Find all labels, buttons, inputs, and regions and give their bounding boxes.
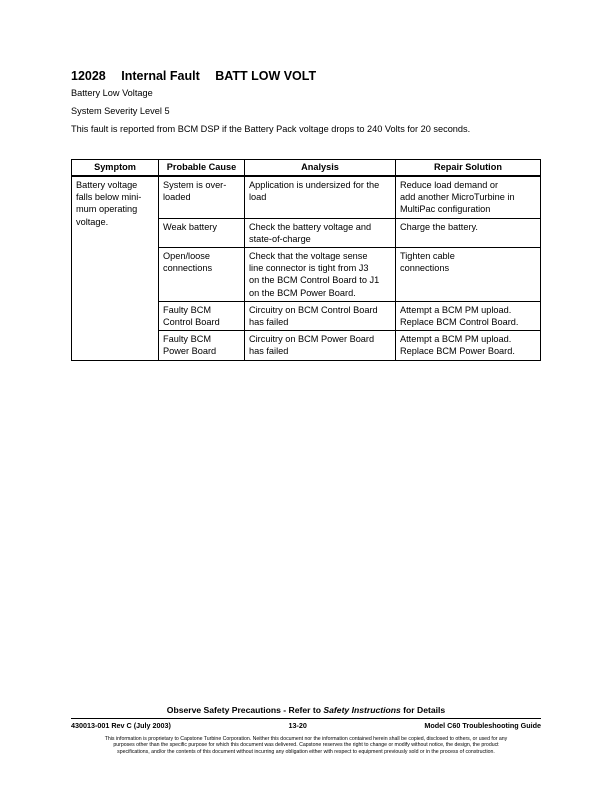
disclaimer-line: purposes other than the specific purpose for which this document was delivered. Capstone reserves the right to change or modify without notice, the design, the product bbox=[113, 742, 499, 749]
fault-severity: System Severity Level 5 bbox=[71, 106, 170, 116]
header-probable-cause: Probable Cause bbox=[159, 160, 245, 177]
header-repair-solution: Repair Solution bbox=[396, 160, 541, 177]
symptom-cell-line: Battery voltage bbox=[76, 180, 138, 190]
analysis-cell bbox=[245, 331, 396, 360]
solution-cell bbox=[396, 248, 541, 302]
solution-cell-line: MultiPac configuration bbox=[400, 204, 491, 215]
fault-description: This fault is reported from BCM DSP if the Battery Pack voltage drops to 240 Volts for 20 seconds. bbox=[71, 124, 471, 134]
analysis-cell-line: has failed bbox=[249, 346, 289, 357]
safety-notice bbox=[0, 705, 612, 715]
cause-cell-line: connections bbox=[163, 263, 213, 274]
analysis-cell-line: Check that the voltage sense bbox=[249, 251, 368, 262]
cause-cell bbox=[159, 301, 245, 330]
solution-cell-line: Replace BCM Control Board. bbox=[400, 317, 519, 328]
fault-heading bbox=[71, 69, 328, 83]
analysis-cell-line: on the BCM Power Board. bbox=[249, 287, 356, 298]
page-number: 13-20 bbox=[288, 721, 307, 730]
solution-cell-line: Attempt a BCM PM upload. bbox=[400, 304, 512, 315]
cause-cell-line: Control Board bbox=[163, 317, 220, 328]
solution-cell-line: Charge the battery. bbox=[400, 221, 478, 232]
header-analysis: Analysis bbox=[245, 160, 396, 177]
disclaimer bbox=[71, 736, 541, 755]
header-symptom: Symptom bbox=[72, 160, 159, 177]
cause-cell bbox=[159, 248, 245, 302]
analysis-cell bbox=[245, 176, 396, 218]
disclaimer-line: This information is proprietary to Capstone Turbine Corporation. Neither this document nor the information contained herein shall be copied, disclosed to others, or used for any bbox=[104, 736, 508, 742]
cause-cell-line: Power Board bbox=[163, 346, 217, 357]
symptom-cell-line: mum operating bbox=[76, 204, 138, 215]
analysis-cell bbox=[245, 218, 396, 247]
footer-row bbox=[71, 721, 541, 730]
disclaimer-line: specifications, and/or the contents of this document without incurring any obligation either with respect to equipment previously sold or in the process of construction. bbox=[117, 748, 495, 755]
footer-rule bbox=[71, 718, 541, 719]
analysis-cell-line: line connector is tight from J3 bbox=[249, 263, 369, 274]
analysis-cell-line: Application is undersized for the bbox=[249, 180, 380, 190]
guide-title: Model C60 Troubleshooting Guide bbox=[424, 721, 541, 730]
table-header-row bbox=[72, 160, 541, 177]
solution-cell-line: add another MicroTurbine in bbox=[400, 192, 515, 203]
solution-cell-line: Attempt a BCM PM upload. bbox=[400, 334, 512, 345]
solution-cell-line: Replace BCM Power Board. bbox=[400, 346, 515, 357]
solution-cell bbox=[396, 301, 541, 330]
analysis-cell-line: Circuitry on BCM Control Board bbox=[249, 304, 378, 315]
analysis-cell-line: load bbox=[249, 192, 267, 203]
doc-number: 430013-001 Rev C (July 2003) bbox=[71, 721, 171, 730]
cause-cell-line: loaded bbox=[163, 192, 191, 203]
analysis-cell-line: state-of-charge bbox=[249, 233, 311, 244]
cause-cell-line: Faulty BCM bbox=[163, 334, 211, 345]
analysis-cell bbox=[245, 248, 396, 302]
cause-cell-line: System is over- bbox=[163, 180, 227, 190]
analysis-cell-line: Check the battery voltage and bbox=[249, 221, 372, 232]
safety-prefix: Observe Safety Precautions - Refer to bbox=[166, 705, 324, 715]
symptom-cell bbox=[72, 176, 159, 360]
cause-cell-line: Open/loose bbox=[163, 251, 210, 262]
safety-suffix: for Details bbox=[400, 705, 446, 715]
cause-cell-line: Faulty BCM bbox=[163, 304, 211, 315]
analysis-cell bbox=[245, 301, 396, 330]
safety-instructions-ref: Safety Instructions bbox=[323, 705, 401, 715]
cause-cell bbox=[159, 176, 245, 218]
solution-cell bbox=[396, 176, 541, 218]
fault-type: Internal Fault bbox=[121, 69, 200, 83]
analysis-cell-line: has failed bbox=[249, 317, 289, 328]
fault-subtitle: Battery Low Voltage bbox=[71, 88, 153, 98]
analysis-cell-line: Circuitry on BCM Power Board bbox=[249, 334, 375, 345]
analysis-cell-line: on the BCM Control Board to J1 bbox=[249, 275, 380, 286]
troubleshooting-table bbox=[71, 159, 541, 361]
table-row bbox=[72, 176, 541, 218]
solution-cell-line: connections bbox=[400, 263, 450, 274]
symptom-cell-line: voltage. bbox=[76, 216, 109, 227]
cause-cell bbox=[159, 331, 245, 360]
solution-cell-line: Reduce load demand or bbox=[400, 180, 499, 190]
fault-name: BATT LOW VOLT bbox=[215, 69, 317, 83]
solution-cell-line: Tighten cable bbox=[400, 251, 455, 262]
solution-cell bbox=[396, 218, 541, 247]
cause-cell bbox=[159, 218, 245, 247]
fault-code: 12028 bbox=[71, 69, 106, 83]
solution-cell bbox=[396, 331, 541, 360]
symptom-cell-line: falls below mini- bbox=[76, 192, 142, 203]
cause-cell-line: Weak battery bbox=[163, 221, 217, 232]
